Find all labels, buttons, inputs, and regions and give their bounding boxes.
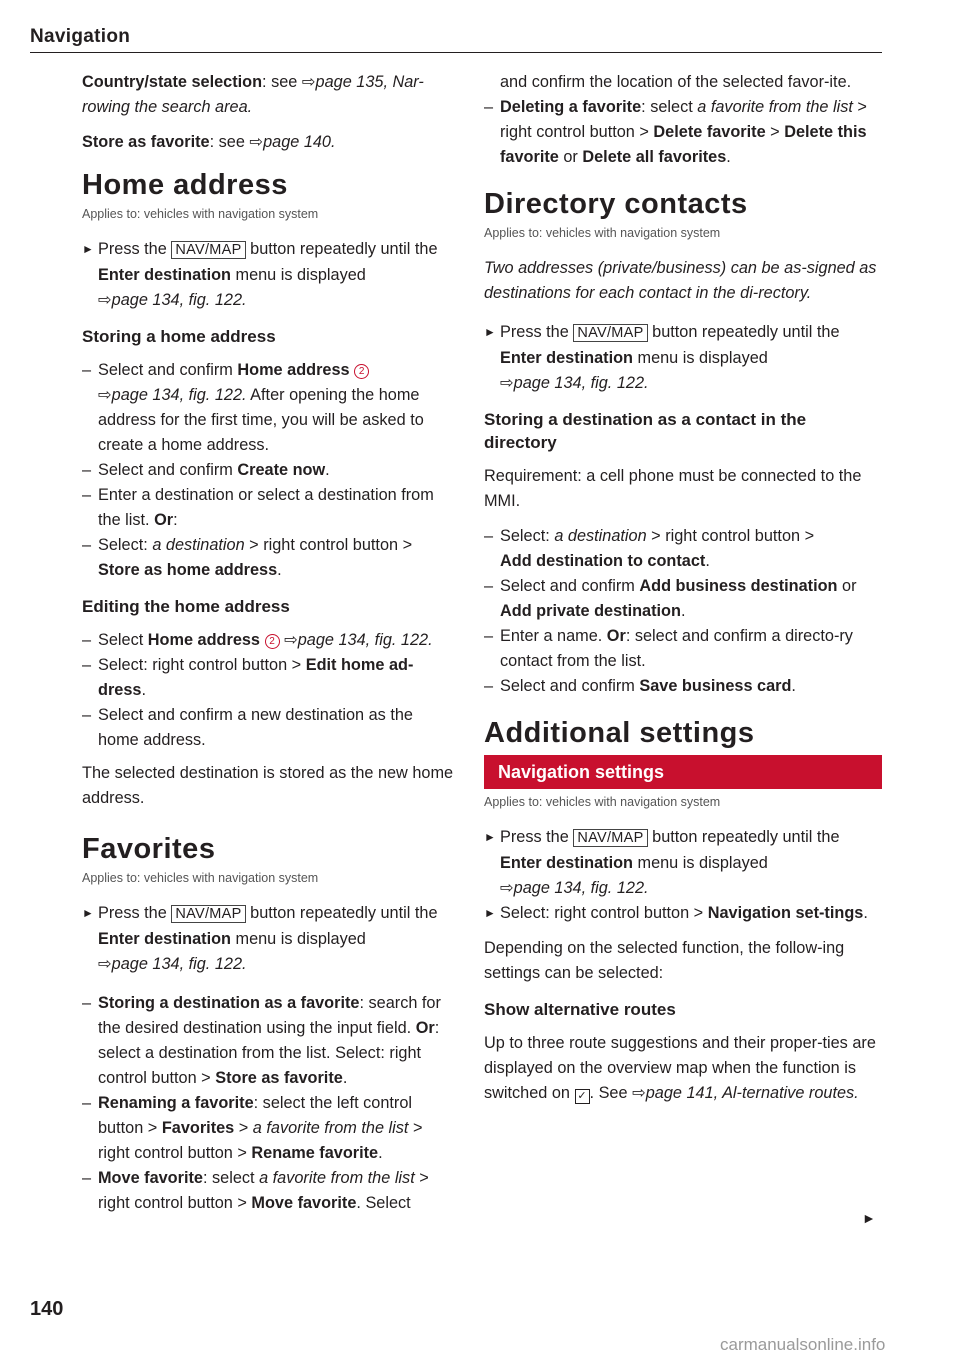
depending-text: Depending on the selected function, the follow-ing settings can be selected: bbox=[484, 939, 845, 982]
triangle-bullet-icon: ► bbox=[82, 906, 94, 920]
section-header: Navigation bbox=[30, 26, 131, 47]
step-item: ► Press the NAV/MAP button repeatedly until the Enter destination menu is displayed ⇨page 134, fig. 122. bbox=[82, 901, 454, 977]
page-number: 140 bbox=[30, 1298, 64, 1320]
applies-note: Applies to: vehicles with navigation system bbox=[82, 871, 319, 885]
directory-contacts-heading: Directory contacts bbox=[484, 188, 748, 220]
stored-note: The selected destination is stored as the new home address. bbox=[82, 764, 454, 807]
list-item: – Select: a destination > right control button > Store as home address. bbox=[82, 536, 413, 579]
arrow-right-icon: ⇨ bbox=[98, 386, 112, 404]
watermark: carmanualsonline.info bbox=[720, 1335, 886, 1354]
arrow-right-icon: ⇨ bbox=[249, 133, 264, 151]
callout-number: 2 bbox=[265, 634, 280, 649]
nav-map-key: NAV/MAP bbox=[171, 241, 245, 259]
directory-intro: Two addresses (private/business) can be as-signed as destinations for each contact in the di-rectory. bbox=[484, 259, 877, 302]
list-item: – Move favorite: select a favorite from the list > right control button > Move favorite. Select bbox=[82, 1169, 429, 1212]
triangle-bullet-icon: ► bbox=[484, 906, 496, 920]
page-ref-link[interactable]: page 134, fig. 122. bbox=[513, 374, 649, 392]
navigation-settings-banner: Navigation settings bbox=[484, 755, 882, 789]
nav-map-key: NAV/MAP bbox=[171, 905, 245, 923]
step-item: ► Press the NAV/MAP button repeatedly until the Enter destination menu is displayed ⇨page 134, fig. 122. bbox=[484, 320, 882, 396]
requirement-text: Requirement: a cell phone must be connected to the MMI. bbox=[484, 467, 862, 510]
triangle-bullet-icon: ► bbox=[484, 830, 496, 844]
list-item: – Enter a name. Or: select and confirm a directo-ry contact from the list. bbox=[484, 627, 853, 670]
right-column bbox=[484, 70, 882, 1116]
list-item: – Select and confirm Create now. bbox=[82, 461, 330, 479]
list-item: – Deleting a favorite: select a favorite from the list > right control button > Delete favorite > Delete this favorite or Delete all favorites. bbox=[484, 98, 867, 166]
store-favorite-para: Store as favorite: see ⇨page 140. bbox=[82, 133, 336, 151]
store-contact-heading: Storing a destination as a contact in the directory bbox=[484, 410, 807, 452]
list-item: – Select: right control button > Edit home ad-dress. bbox=[82, 656, 414, 699]
arrow-right-icon: ⇨ bbox=[98, 291, 112, 309]
list-item: – Select and confirm Home address 2 ⇨page 134, fig. 122. After opening the home address for the first time, you will be asked to create a home address. bbox=[82, 361, 424, 454]
list-item: – Enter a destination or select a destination from the list. Or: bbox=[82, 486, 434, 529]
storing-home-heading: Storing a home address bbox=[82, 327, 276, 346]
triangle-bullet-icon: ► bbox=[82, 242, 94, 256]
list-item: – Select Home address 2 ⇨page 134, fig. 122. bbox=[82, 631, 433, 649]
list-item: – Select: a destination > right control button > Add destination to contact. bbox=[484, 527, 815, 570]
list-item: – Renaming a favorite: select the left control button > Favorites > a favorite from the list > right control button > Rename favorite. bbox=[82, 1094, 423, 1162]
applies-note: Applies to: vehicles with navigation system bbox=[82, 207, 319, 221]
checkbox-checked-icon: ✓ bbox=[575, 1089, 590, 1104]
page-ref-link[interactable]: page 140. bbox=[263, 133, 336, 151]
arrow-right-icon: ⇨ bbox=[500, 374, 514, 392]
applies-note: Applies to: vehicles with navigation system bbox=[484, 795, 721, 809]
page-ref-link[interactable]: page 135, Nar-rowing the search area. bbox=[82, 73, 424, 116]
callout-number: 2 bbox=[354, 364, 369, 379]
triangle-bullet-icon: ► bbox=[484, 325, 496, 339]
editing-home-heading: Editing the home address bbox=[82, 597, 290, 616]
continue-arrow-icon: ► bbox=[862, 1210, 876, 1226]
step-item: ► Press the NAV/MAP button repeatedly until the Enter destination menu is displayed ⇨page 134, fig. 122. bbox=[484, 825, 882, 901]
list-item: – Select and confirm a new destination as the home address. bbox=[82, 706, 413, 749]
page-ref-link[interactable]: page 134, fig. 122. bbox=[111, 955, 247, 973]
page-ref-link[interactable]: page 134, fig. 122. bbox=[513, 879, 649, 897]
list-item: – Select and confirm Save business card. bbox=[484, 677, 796, 695]
favorites-heading: Favorites bbox=[82, 833, 216, 865]
additional-settings-heading: Additional settings bbox=[484, 717, 755, 749]
step-item: ► Select: right control button > Navigation set-tings. bbox=[484, 901, 882, 926]
nav-map-key: NAV/MAP bbox=[573, 829, 647, 847]
nav-map-key: NAV/MAP bbox=[573, 324, 647, 342]
arrow-right-icon: ⇨ bbox=[500, 879, 514, 897]
left-column bbox=[82, 70, 454, 1216]
favorite-cont-text: and confirm the location of the selected favor-ite. bbox=[500, 73, 852, 91]
step-item: ► Press the NAV/MAP button repeatedly until the Enter destination menu is displayed ⇨page 134, fig. 122. bbox=[82, 237, 454, 313]
arrow-right-icon: ⇨ bbox=[301, 73, 316, 91]
arrow-right-icon: ⇨ bbox=[284, 631, 298, 649]
page-ref-link[interactable]: page 134, fig. 122. bbox=[111, 291, 247, 309]
show-alternative-heading: Show alternative routes bbox=[484, 1000, 676, 1019]
alternative-text: Up to three route suggestions and their proper-ties are displayed on the overview map when the function is switched on ✓ . See ⇨page 141, Al-ternative routes. bbox=[484, 1034, 876, 1102]
list-item: – Select and confirm Add business destination or Add private destination. bbox=[484, 577, 857, 620]
country-selection-para: Country/state selection: see ⇨page 135, Nar-rowing the search area. bbox=[82, 73, 424, 116]
page-ref-link[interactable]: page 134, fig. 122. bbox=[297, 631, 433, 649]
arrow-right-icon: ⇨ bbox=[632, 1084, 646, 1102]
arrow-right-icon: ⇨ bbox=[98, 955, 112, 973]
page-ref-link[interactable]: page 141, Al-ternative routes. bbox=[645, 1084, 859, 1102]
list-item: – Storing a destination as a favorite: search for the desired destination using the input field. Or: select a destination from the list. Select: right control button > Store as favorite. bbox=[82, 994, 441, 1087]
header-rule bbox=[30, 52, 882, 53]
applies-note: Applies to: vehicles with navigation system bbox=[484, 226, 721, 240]
page-ref-link[interactable]: page 134, fig. 122. bbox=[111, 386, 247, 404]
home-address-heading: Home address bbox=[82, 169, 288, 201]
